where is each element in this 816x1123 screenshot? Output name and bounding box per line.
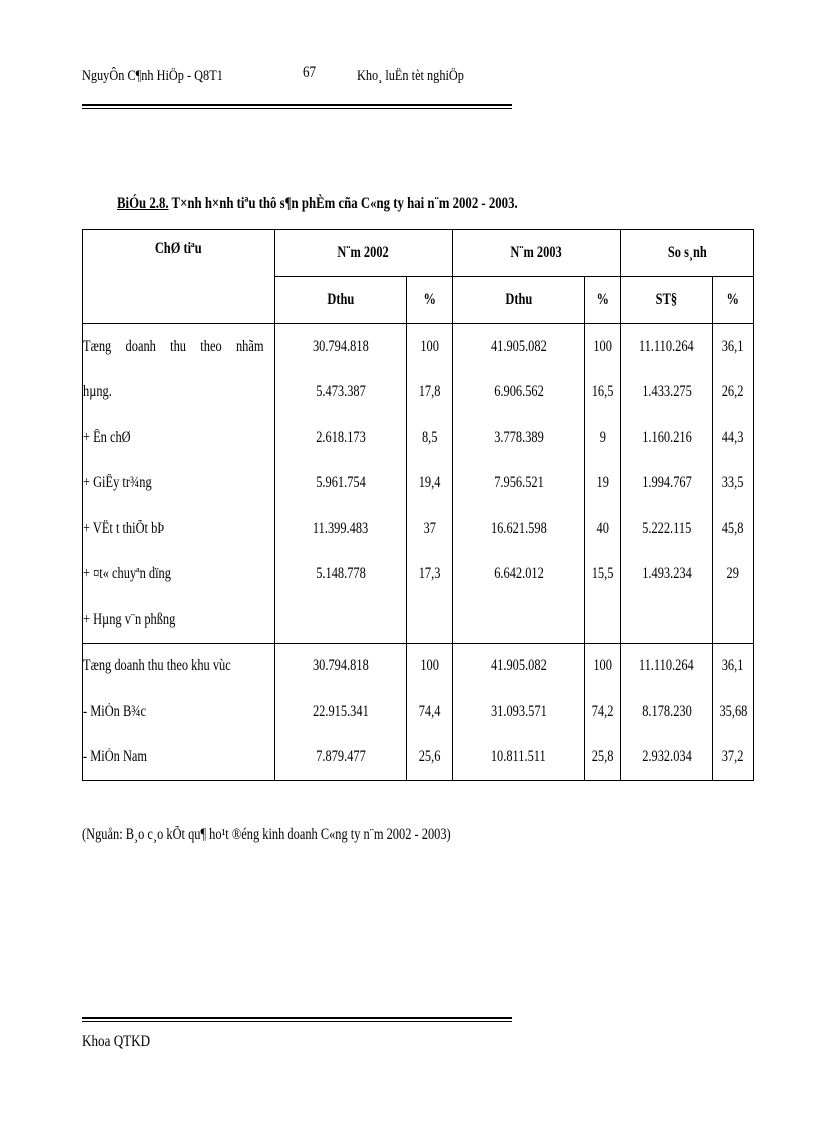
row-label: + VËt t thiÕt bÞ	[83, 506, 275, 552]
table-row	[83, 370, 754, 416]
row-value: 1.994.767	[621, 461, 713, 507]
row-value: 8.178.230	[621, 689, 713, 735]
row-label: + Ên chØ	[83, 415, 275, 461]
row-value: 30.794.818	[275, 324, 407, 370]
row-value: 10.811.511	[453, 735, 585, 781]
table-row	[83, 552, 754, 598]
row-value: 11.399.483	[275, 506, 407, 552]
row-value: 74,2	[585, 689, 621, 735]
row-value: 100	[407, 324, 453, 370]
table-row	[83, 643, 754, 689]
row-label: Tæng doanh thu theo khu vùc	[83, 643, 275, 689]
table-row	[83, 597, 754, 643]
row-value: 22.915.341	[275, 689, 407, 735]
row-value: 25,8	[585, 735, 621, 781]
row-value: 7.879.477	[275, 735, 407, 781]
row-value: 6.906.562	[453, 370, 585, 416]
row-value: 40	[585, 506, 621, 552]
caption-title: T×nh h×nh tiªu thô s¶n phÈm cña C«ng ty hai n¨m 2002 - 2003.	[168, 195, 518, 212]
row-value: 37,2	[713, 735, 754, 781]
row-value: 5.961.754	[275, 461, 407, 507]
table-row	[83, 689, 754, 735]
row-value: 31.093.571	[453, 689, 585, 735]
row-value: 29	[713, 552, 754, 598]
row-label: + ¤t« chuyªn dïng	[83, 552, 275, 598]
row-value: 41.905.082	[453, 643, 585, 689]
subheader-diff-pct: %	[713, 277, 754, 324]
row-value: 5.473.387	[275, 370, 407, 416]
row-value: 26,2	[713, 370, 754, 416]
header-title: Kho¸ luËn tèt nghiÖp	[357, 68, 464, 84]
footer-rule	[82, 1017, 512, 1022]
row-value	[621, 597, 713, 643]
row-value: 16.621.598	[453, 506, 585, 552]
row-value	[713, 597, 754, 643]
row-value: 100	[585, 324, 621, 370]
header-indicator: ChØ tiªu	[83, 230, 275, 324]
subheader-pct-2003: %	[585, 277, 621, 324]
caption-label: BiÓu 2.8.	[117, 195, 169, 212]
row-value	[585, 597, 621, 643]
row-value: 11.110.264	[621, 643, 713, 689]
table-row	[83, 324, 754, 370]
row-value: 7.956.521	[453, 461, 585, 507]
row-value: 100	[585, 643, 621, 689]
table-row	[83, 461, 754, 507]
row-value: 15,5	[585, 552, 621, 598]
subheader-pct-2002: %	[407, 277, 453, 324]
row-value	[275, 597, 407, 643]
table-row	[83, 506, 754, 552]
header-author: NguyÔn C¶nh HiÖp - Q8T1	[82, 68, 223, 84]
row-label: - MiÒn B¾c	[83, 689, 275, 735]
row-value: 45,8	[713, 506, 754, 552]
row-value: 17,3	[407, 552, 453, 598]
row-value: 30.794.818	[275, 643, 407, 689]
subheader-diff-amount: ST§	[621, 277, 713, 324]
row-label: hµng.	[83, 370, 275, 416]
section-by-region	[83, 643, 754, 781]
row-value: 16,5	[585, 370, 621, 416]
row-value: 36,1	[713, 324, 754, 370]
row-value: 1.433.275	[621, 370, 713, 416]
row-value: 2.932.034	[621, 735, 713, 781]
row-value: 25,6	[407, 735, 453, 781]
row-label: - MiÒn Nam	[83, 735, 275, 781]
header-compare: So s¸nh	[621, 230, 754, 277]
table-caption	[117, 195, 518, 213]
row-value: 3.778.389	[453, 415, 585, 461]
row-value: 35,68	[713, 689, 754, 735]
footer-text: Khoa QTKD	[82, 1033, 151, 1050]
row-value: 5.148.778	[275, 552, 407, 598]
row-value: 33,5	[713, 461, 754, 507]
header-year-2003: N¨m 2003	[453, 230, 621, 277]
row-label: + GiÊy tr¾ng	[83, 461, 275, 507]
section-by-product	[83, 324, 754, 644]
row-value: 41.905.082	[453, 324, 585, 370]
row-value: 100	[407, 643, 453, 689]
source-note: (Nguån: B¸o c¸o kÕt qu¶ ho¹t ®éng kinh doanh C«ng ty n¨m 2002 - 2003)	[82, 826, 451, 843]
row-label: + Hµng v¨n phßng	[83, 597, 275, 643]
header-rule	[82, 104, 512, 109]
row-value: 2.618.173	[275, 415, 407, 461]
row-value	[407, 597, 453, 643]
subheader-revenue-2003: Dthu	[453, 277, 585, 324]
sales-table	[82, 229, 754, 781]
subheader-revenue-2002: Dthu	[275, 277, 407, 324]
row-value: 19,4	[407, 461, 453, 507]
header-page-number: 67	[303, 64, 317, 81]
row-value: 36,1	[713, 643, 754, 689]
table-row	[83, 735, 754, 781]
row-value: 74,4	[407, 689, 453, 735]
row-value	[453, 597, 585, 643]
row-value: 6.642.012	[453, 552, 585, 598]
header-year-2002: N¨m 2002	[275, 230, 453, 277]
row-value: 44,3	[713, 415, 754, 461]
row-value: 37	[407, 506, 453, 552]
row-label: Tæng doanh thu theo nhãm	[83, 324, 275, 370]
row-value: 17,8	[407, 370, 453, 416]
row-value: 11.110.264	[621, 324, 713, 370]
row-value: 9	[585, 415, 621, 461]
row-value: 1.160.216	[621, 415, 713, 461]
row-value: 8,5	[407, 415, 453, 461]
table-row	[83, 415, 754, 461]
row-value: 1.493.234	[621, 552, 713, 598]
row-value: 5.222.115	[621, 506, 713, 552]
row-value: 19	[585, 461, 621, 507]
